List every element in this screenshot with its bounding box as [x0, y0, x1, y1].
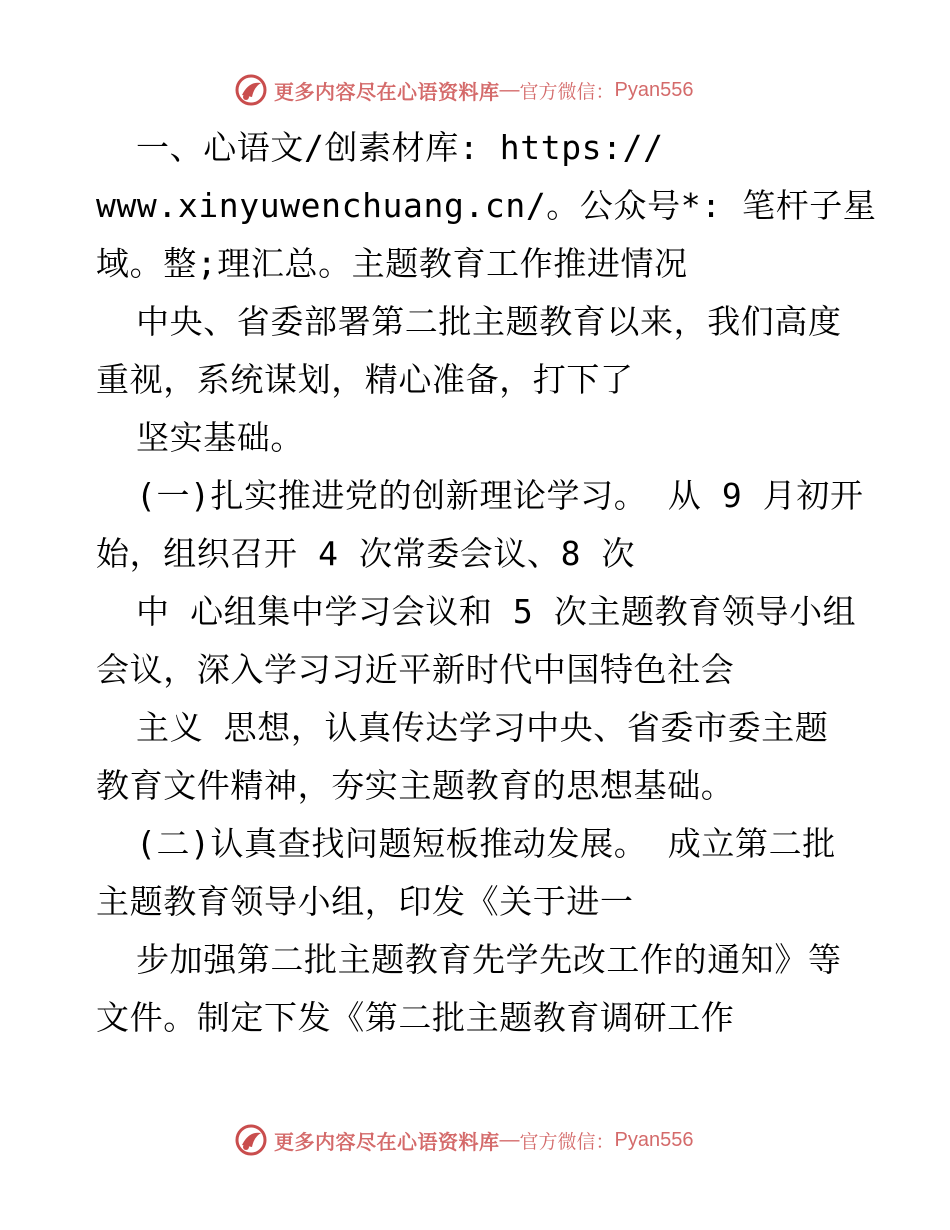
text-line: 步加强第二批主题教育先学先改工作的通知》等: [136, 940, 842, 979]
watermark-main-text: 更多内容尽在心语资料库: [274, 1129, 500, 1154]
watermark-dash: —: [499, 1128, 520, 1151]
text-line: 会议，深入学习习近平新时代中国特色社会: [96, 650, 735, 689]
text-line: 教育文件精神，夯实主题教育的思想基础。: [96, 766, 735, 805]
text-line: 主题教育领导小组，印发《关于进一: [96, 882, 634, 921]
watermark-main-text: 更多内容尽在心语资料库: [274, 79, 500, 104]
text-line: (一)扎实推进党的创新理论学习。 从 9 月初开: [136, 476, 864, 515]
text-line: 一、心语文/创素材库: https://: [136, 128, 664, 167]
text-line: www.xinyuwenchuang.cn/。公众号*: 笔杆子星: [96, 186, 877, 225]
text-line: 重视，系统谋划，精心准备，打下了: [96, 360, 634, 399]
text-line: (二)认真查找问题短板推动发展。 成立第二批: [136, 824, 836, 863]
text-line: 域。整;理汇总。主题教育工作推进情况: [96, 244, 688, 283]
watermark-dash: —: [499, 78, 520, 101]
watermark-wechat-id: Pyan556: [614, 78, 694, 101]
text-line: 中央、省委部署第二批主题教育以来，我们高度: [136, 302, 842, 341]
text-line: 文件。制定下发《第二批主题教育调研工作: [96, 998, 735, 1037]
text-line: 中 心组集中学习会议和 5 次主题教育领导小组: [136, 592, 857, 631]
watermark-wechat-label: 官方微信：: [519, 1130, 615, 1153]
text-line: 主义 思想，认真传达学习中央、省委市委主题: [136, 708, 829, 747]
text-line: 始，组织召开 4 次常委会议、8 次: [96, 534, 636, 573]
watermark-wechat-id: Pyan556: [614, 1128, 694, 1151]
watermark-footer: [234, 1122, 693, 1158]
text-line: 坚实基础。: [136, 418, 304, 457]
watermark-wechat-label: 官方微信：: [519, 80, 615, 103]
red-stylized-logo-icon: [234, 1123, 268, 1157]
